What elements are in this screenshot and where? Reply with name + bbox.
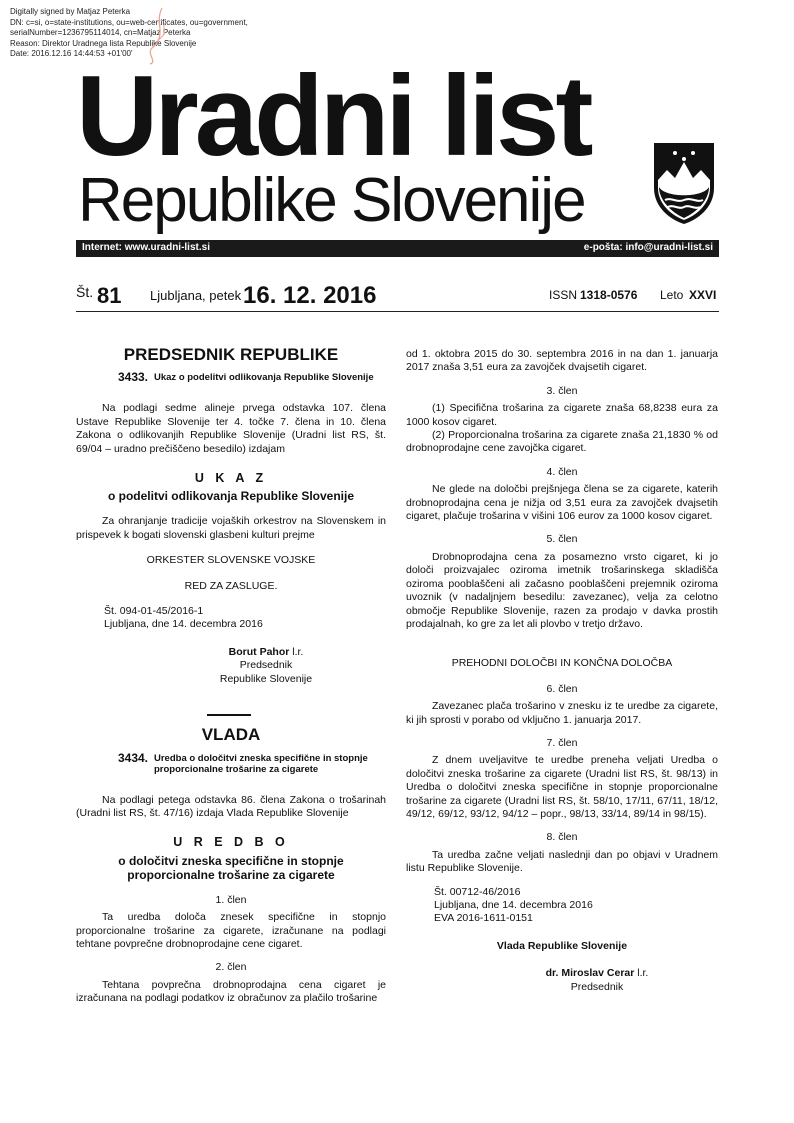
article-text: Ta uredba določa znesek specifične in stopnjo proporcionalne trošarine za cigarete, izračunane na podlagi tehtane povprečne drobnoprodajne cene cigaret. — [76, 911, 386, 950]
website-link[interactable]: Internet: www.uradni-list.si — [82, 242, 210, 253]
right-column — [406, 348, 718, 994]
article-text: Z dnem uveljavitve te uredbe preneha veljati Uredba o določitvi zneska trošarine za cigarete (Uradni list RS, št. 98/13) in Uredba o določitvi zneska specifične in stopnje proporcionalne trošarine za cigarete (Uradni list RS, št. 58/10, 17/11, 67/11, 18/12, 49/12, 69/12, 93/12, 94/12 – popr., 98/13, 33/14, 89/14 in 98/15). — [406, 754, 718, 820]
masthead-subtitle: Republike Slovenije — [78, 166, 585, 235]
masthead-title: Uradni list — [76, 53, 590, 180]
issue-date: 16. 12. 2016 — [243, 282, 377, 309]
coat-of-arms-icon — [651, 140, 717, 226]
article-heading: 4. člen — [546, 465, 578, 478]
signature-line: Date: 2016.12.16 14:44:53 +01'00' — [10, 49, 133, 58]
signer-role: Predsednik — [239, 659, 293, 672]
masthead-contact-bar — [76, 240, 719, 257]
decree-text: Za ohranjanje tradicije vojaških orkestrov na Slovenskem in prispevek k bogati slovenski glasbeni kulturi prejme — [76, 515, 386, 541]
article-text: Zavezanec plača trošarino v znesku iz te uredbe za cigarete, ki jih sprosti v porabo od vključno 1. januarja 2017. — [406, 700, 718, 726]
award-name: RED ZA ZASLUGE. — [184, 579, 278, 592]
signature-line: Digitally signed by Matjaz Peterka — [10, 7, 131, 16]
article-heading: 3. člen — [546, 384, 578, 397]
issuing-body: Vlada Republike Slovenije — [496, 939, 628, 952]
decree-title: U K A Z — [194, 471, 268, 486]
act-title: Ukaz o podelitvi odlikovanja Republike Slovenije — [154, 372, 374, 384]
reference-date: Ljubljana, dne 14. decembra 2016 — [434, 899, 593, 911]
article-text: Ta uredba začne veljati naslednji dan po objavi v Uradnem listu Republike Slovenije. — [406, 848, 718, 875]
issn-value: 1318-0576 — [580, 288, 638, 302]
act-number: 3433. — [117, 370, 148, 385]
volume-value: XXVI — [689, 288, 717, 302]
reference-block — [406, 886, 718, 926]
regulation-subtitle: o določitvi zneska specifične in stopnje proporcionalne trošarine za cigarete — [118, 853, 344, 882]
chapter-heading: PREHODNI DOLOČBI IN KONČNA DOLOČBA — [451, 657, 673, 670]
article-text: Tehtana povprečna drobnoprodajna cena cigaret je izračunana na podlagi podatkov iz obračunov za plačilo trošarine — [76, 978, 386, 1005]
reference-date: Ljubljana, dne 14. decembra 2016 — [104, 618, 263, 631]
act-heading — [76, 371, 386, 384]
reference-number: Št. 00712-46/2016 — [434, 885, 521, 898]
signer-role: Predsednik — [570, 980, 624, 993]
act-preamble: Na podlagi sedme alineje prvega odstavka 107. člena Ustave Republike Slovenije ter 4. točke 7. člena in 10. člena Zakona o odlikovanjih Republike Slovenije (Uradni list RS, št. 69/04 – uradno prečiščeno besedilo) izdajam — [76, 402, 386, 455]
article-heading: 8. člen — [546, 831, 578, 844]
left-column — [76, 345, 386, 1006]
article-heading: 5. člen — [546, 533, 578, 546]
act-title: Uredba o določitvi zneska specifične in stopnje proporcionalne trošarine za cigarete — [154, 752, 368, 775]
article-text: Drobnoprodajna cena za posamezno vrsto cigaret, ki jo določi proizvajalec oziroma imetnik trošarinskega skladišča oziroma pooblaščeni ali začasno pooblaščeni prejemnik oziroma uvoznik (v nadaljnjem besedilu: zavezanec), velja za celotno območje Republike Slovenije, razen za prodajo v davka prostih prodajalnah, ko gre za let ali plovbo v tretjo državo. — [406, 550, 718, 630]
article-paragraph: (1) Specifična trošarina za cigarete znaša 68,8238 eura za 1000 kosov cigaret. — [406, 402, 718, 428]
header-divider — [76, 311, 719, 312]
signature-line: serialNumber=1236795114014, cn=Matjaz Peterka — [10, 28, 191, 37]
regulation-title: U R E D B O — [173, 835, 289, 850]
article-heading: 6. člen — [546, 682, 578, 695]
section-divider — [207, 714, 251, 716]
signature-line: DN: c=si, o=state-institutions, ou=web-certificates, ou=government, — [10, 17, 248, 27]
section-heading: VLADA — [201, 725, 261, 745]
article-heading: 2. člen — [215, 961, 247, 974]
eva-number: EVA 2016-1611-0151 — [434, 912, 533, 925]
signature-block — [406, 967, 718, 994]
signer-lr: l.r. — [634, 967, 649, 980]
article-heading: 7. člen — [546, 736, 578, 749]
digital-signature-block — [10, 7, 248, 60]
award-recipient: ORKESTER SLOVENSKE VOJSKE — [146, 554, 316, 567]
article-paragraph: (2) Proporcionalna trošarina za cigarete znaša 21,1830 % od drobnoprodajne cene zavojčka cigaret. — [406, 429, 718, 455]
reference-number: Št. 094-01-45/2016-1 — [104, 605, 204, 618]
signer-name: dr. Miroslav Cerar — [545, 967, 635, 980]
issue-place-day: Ljubljana, petek — [150, 288, 242, 303]
signature-line: Reason: Direktor Uradnega lista Republike Slovenije — [10, 38, 197, 48]
act-heading — [76, 752, 386, 776]
issue-number-label: Št. — [76, 284, 94, 300]
volume-label: Leto — [660, 288, 684, 302]
article-text-continued: od 1. oktobra 2015 do 30. septembra 2016 in na dan 1. januarja 2017 znaša 3,51 eura za zavojček dvajsetih cigaret. — [406, 348, 718, 374]
reference-block — [76, 605, 386, 632]
email-link[interactable]: e-pošta: info@uradni-list.si — [583, 242, 713, 253]
signature-block — [76, 646, 386, 686]
decree-subtitle: o podelitvi odlikovanja Republike Slovenije — [107, 489, 355, 504]
act-number: 3434. — [117, 750, 148, 765]
signer-org: Republike Slovenije — [219, 672, 313, 685]
signer-lr: l.r. — [289, 645, 304, 658]
issue-number: 81 — [97, 283, 122, 308]
signer-name: Borut Pahor — [228, 645, 290, 658]
act-preamble: Na podlagi petega odstavka 86. člena Zakona o trošarinah (Uradni list RS, št. 47/16) izdaja Vlada Republike Slovenije — [76, 793, 386, 819]
issn-label: ISSN — [549, 288, 578, 302]
section-heading: PREDSEDNIK REPUBLIKE — [123, 345, 339, 364]
article-text: Ne glede na določbi prejšnjega člena se za cigarete, katerih drobnoprodajna cena je nižja od 3,51 eura za zavojček dvajsetih cigaret, plačuje trošarina v višini 106 eurov za 1000 kosov cigaret. — [406, 483, 718, 523]
article-heading: 1. člen — [215, 893, 247, 906]
